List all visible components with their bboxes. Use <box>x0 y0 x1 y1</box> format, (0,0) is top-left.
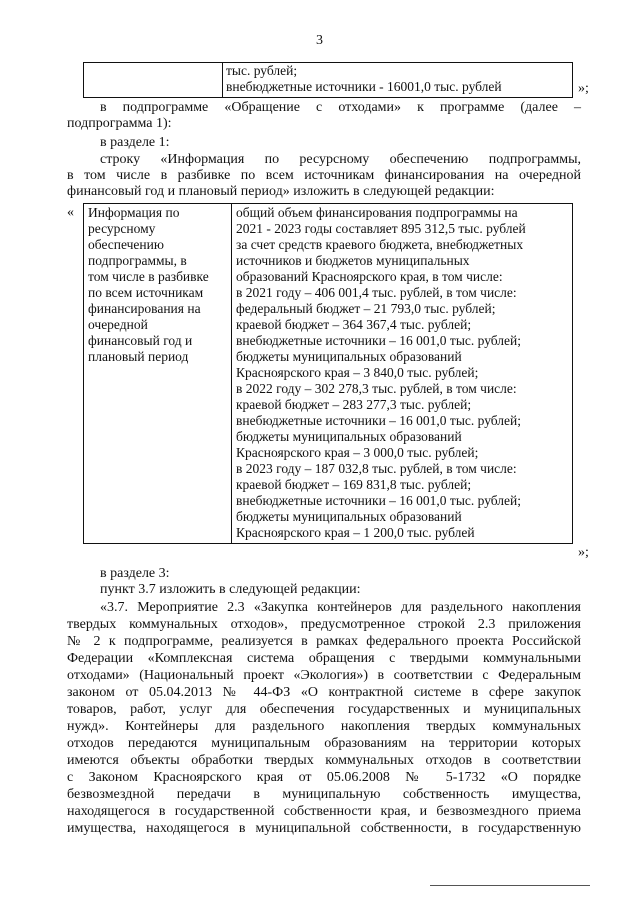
body-line: имущества, находящегося в муниципальной собственности, в государственную <box>67 821 581 836</box>
body-line: безвозмездной передачи в муниципальную собственность имущества, <box>67 787 581 802</box>
label-line: ресурсному <box>88 221 156 236</box>
value-line: источников и бюджетов муниципальных <box>236 253 470 268</box>
label-line: финансовый год и <box>88 333 193 348</box>
label-line: по всем источникам <box>88 285 204 300</box>
value-line: внебюджетные источники – 16 001,0 тыс. рублей; <box>236 493 522 508</box>
top-table-left-cell <box>84 63 223 98</box>
body-line: отходов передаются муниципальным образованиям на территории которых <box>67 736 581 751</box>
value-line: 2021 - 2023 годы составляет 895 312,5 тыс. рублей <box>236 221 526 236</box>
paragraph-line: подпрограмма 1): <box>67 116 172 131</box>
paragraph-line: строку «Информация по ресурсному обеспечению подпрограммы, <box>100 152 581 167</box>
body-line: твердых коммунальных отходов», предусмотренное строкой 2.3 приложения <box>67 617 581 632</box>
paragraph-line: в том числе в разбивке по всем источникам финансирования на очередной <box>67 168 581 183</box>
page-number: 3 <box>316 33 323 48</box>
value-line: бюджеты муниципальных образований <box>236 429 462 444</box>
top-table-close-mark: »; <box>578 81 589 96</box>
value-line: в 2023 году – 187 032,8 тыс. рублей, в том числе: <box>236 461 517 476</box>
top-table <box>83 62 573 98</box>
footer-rule <box>430 885 590 886</box>
value-line: Красноярского края – 1 200,0 тыс. рублей <box>236 525 475 540</box>
table-close-mark: »; <box>578 545 589 560</box>
value-line: внебюджетные источники – 16 001,0 тыс. рублей; <box>236 413 522 428</box>
value-line: бюджеты муниципальных образований <box>236 509 462 524</box>
top-table-line: внебюджетные источники - 16001,0 тыс. рублей <box>226 79 502 94</box>
label-line: том числе в разбивке <box>88 269 209 284</box>
value-line: внебюджетные источники – 16 001,0 тыс. рублей; <box>236 333 522 348</box>
value-line: в 2022 году – 302 278,3 тыс. рублей, в том числе: <box>236 381 517 396</box>
body-line: законом от 05.04.2013 № 44-ФЗ «О контрактной системе в сфере закупок <box>67 685 581 700</box>
value-line: общий объем финансирования подпрограммы на <box>236 205 518 220</box>
value-line: за счет средств краевого бюджета, внебюджетных <box>236 237 524 252</box>
body-line: отходами» (Национальный проект «Экология») в соответствии с Федеральным <box>67 668 581 683</box>
value-line: образований Красноярского края, в том числе: <box>236 269 503 284</box>
value-line: Красноярского края – 3 840,0 тыс. рублей; <box>236 365 479 380</box>
value-line: бюджеты муниципальных образований <box>236 349 462 364</box>
value-line: в 2021 году – 406 001,4 тыс. рублей, в том числе: <box>236 285 517 300</box>
body-line: имеются объекты обработки твердых коммунальных отходов в соответствии <box>67 753 581 768</box>
point-instruction: пункт 3.7 изложить в следующей редакции: <box>100 582 361 597</box>
section-heading: в разделе 1: <box>100 135 170 150</box>
paragraph-line: финансовый год и плановый период» изложить в следующей редакции: <box>67 184 495 199</box>
financing-table-label-cell <box>84 204 232 544</box>
body-line: № 2 к подпрограмме, реализуется в рамках федерального проекта Российской <box>67 634 581 649</box>
label-line: Информация по <box>88 205 180 220</box>
label-line: плановый период <box>88 349 189 364</box>
label-line: финансирования на <box>88 301 201 316</box>
financing-table-value-cell <box>232 204 573 544</box>
table-open-mark: « <box>67 205 74 220</box>
financing-table <box>83 203 573 544</box>
section-heading: в разделе 3: <box>100 566 170 581</box>
label-line: обеспечению <box>88 237 164 252</box>
top-table-line: тыс. рублей; <box>226 63 298 78</box>
body-line: Федерации «Комплексная система обращения с твердыми коммунальными <box>67 651 581 666</box>
value-line: краевой бюджет – 364 367,4 тыс. рублей; <box>236 317 472 332</box>
body-line: с Законом Красноярского края от 05.06.2008 № 5-1732 «О порядке <box>67 770 581 785</box>
top-table-right-cell <box>223 63 573 98</box>
value-line: краевой бюджет – 283 277,3 тыс. рублей; <box>236 397 472 412</box>
value-line: краевой бюджет – 169 831,8 тыс. рублей; <box>236 477 472 492</box>
label-line: очередной <box>88 317 148 332</box>
value-line: Красноярского края – 3 000,0 тыс. рублей; <box>236 445 479 460</box>
paragraph-line: в подпрограмме «Обращение с отходами» к программе (далее – <box>100 100 581 115</box>
body-line: «3.7. Мероприятие 2.3 «Закупка контейнеров для раздельного накопления <box>100 600 581 615</box>
value-line: федеральный бюджет – 21 793,0 тыс. рублей; <box>236 301 496 316</box>
body-line: товаров, работ, услуг для обеспечения государственных и муниципальных <box>67 702 581 717</box>
body-line: нужд». Контейнеры для раздельного накопления твердых коммунальных <box>67 719 581 734</box>
body-line: находящегося в государственной собственности края, и безвозмездного приема <box>67 804 581 819</box>
label-line: подпрограммы, в <box>88 253 187 268</box>
